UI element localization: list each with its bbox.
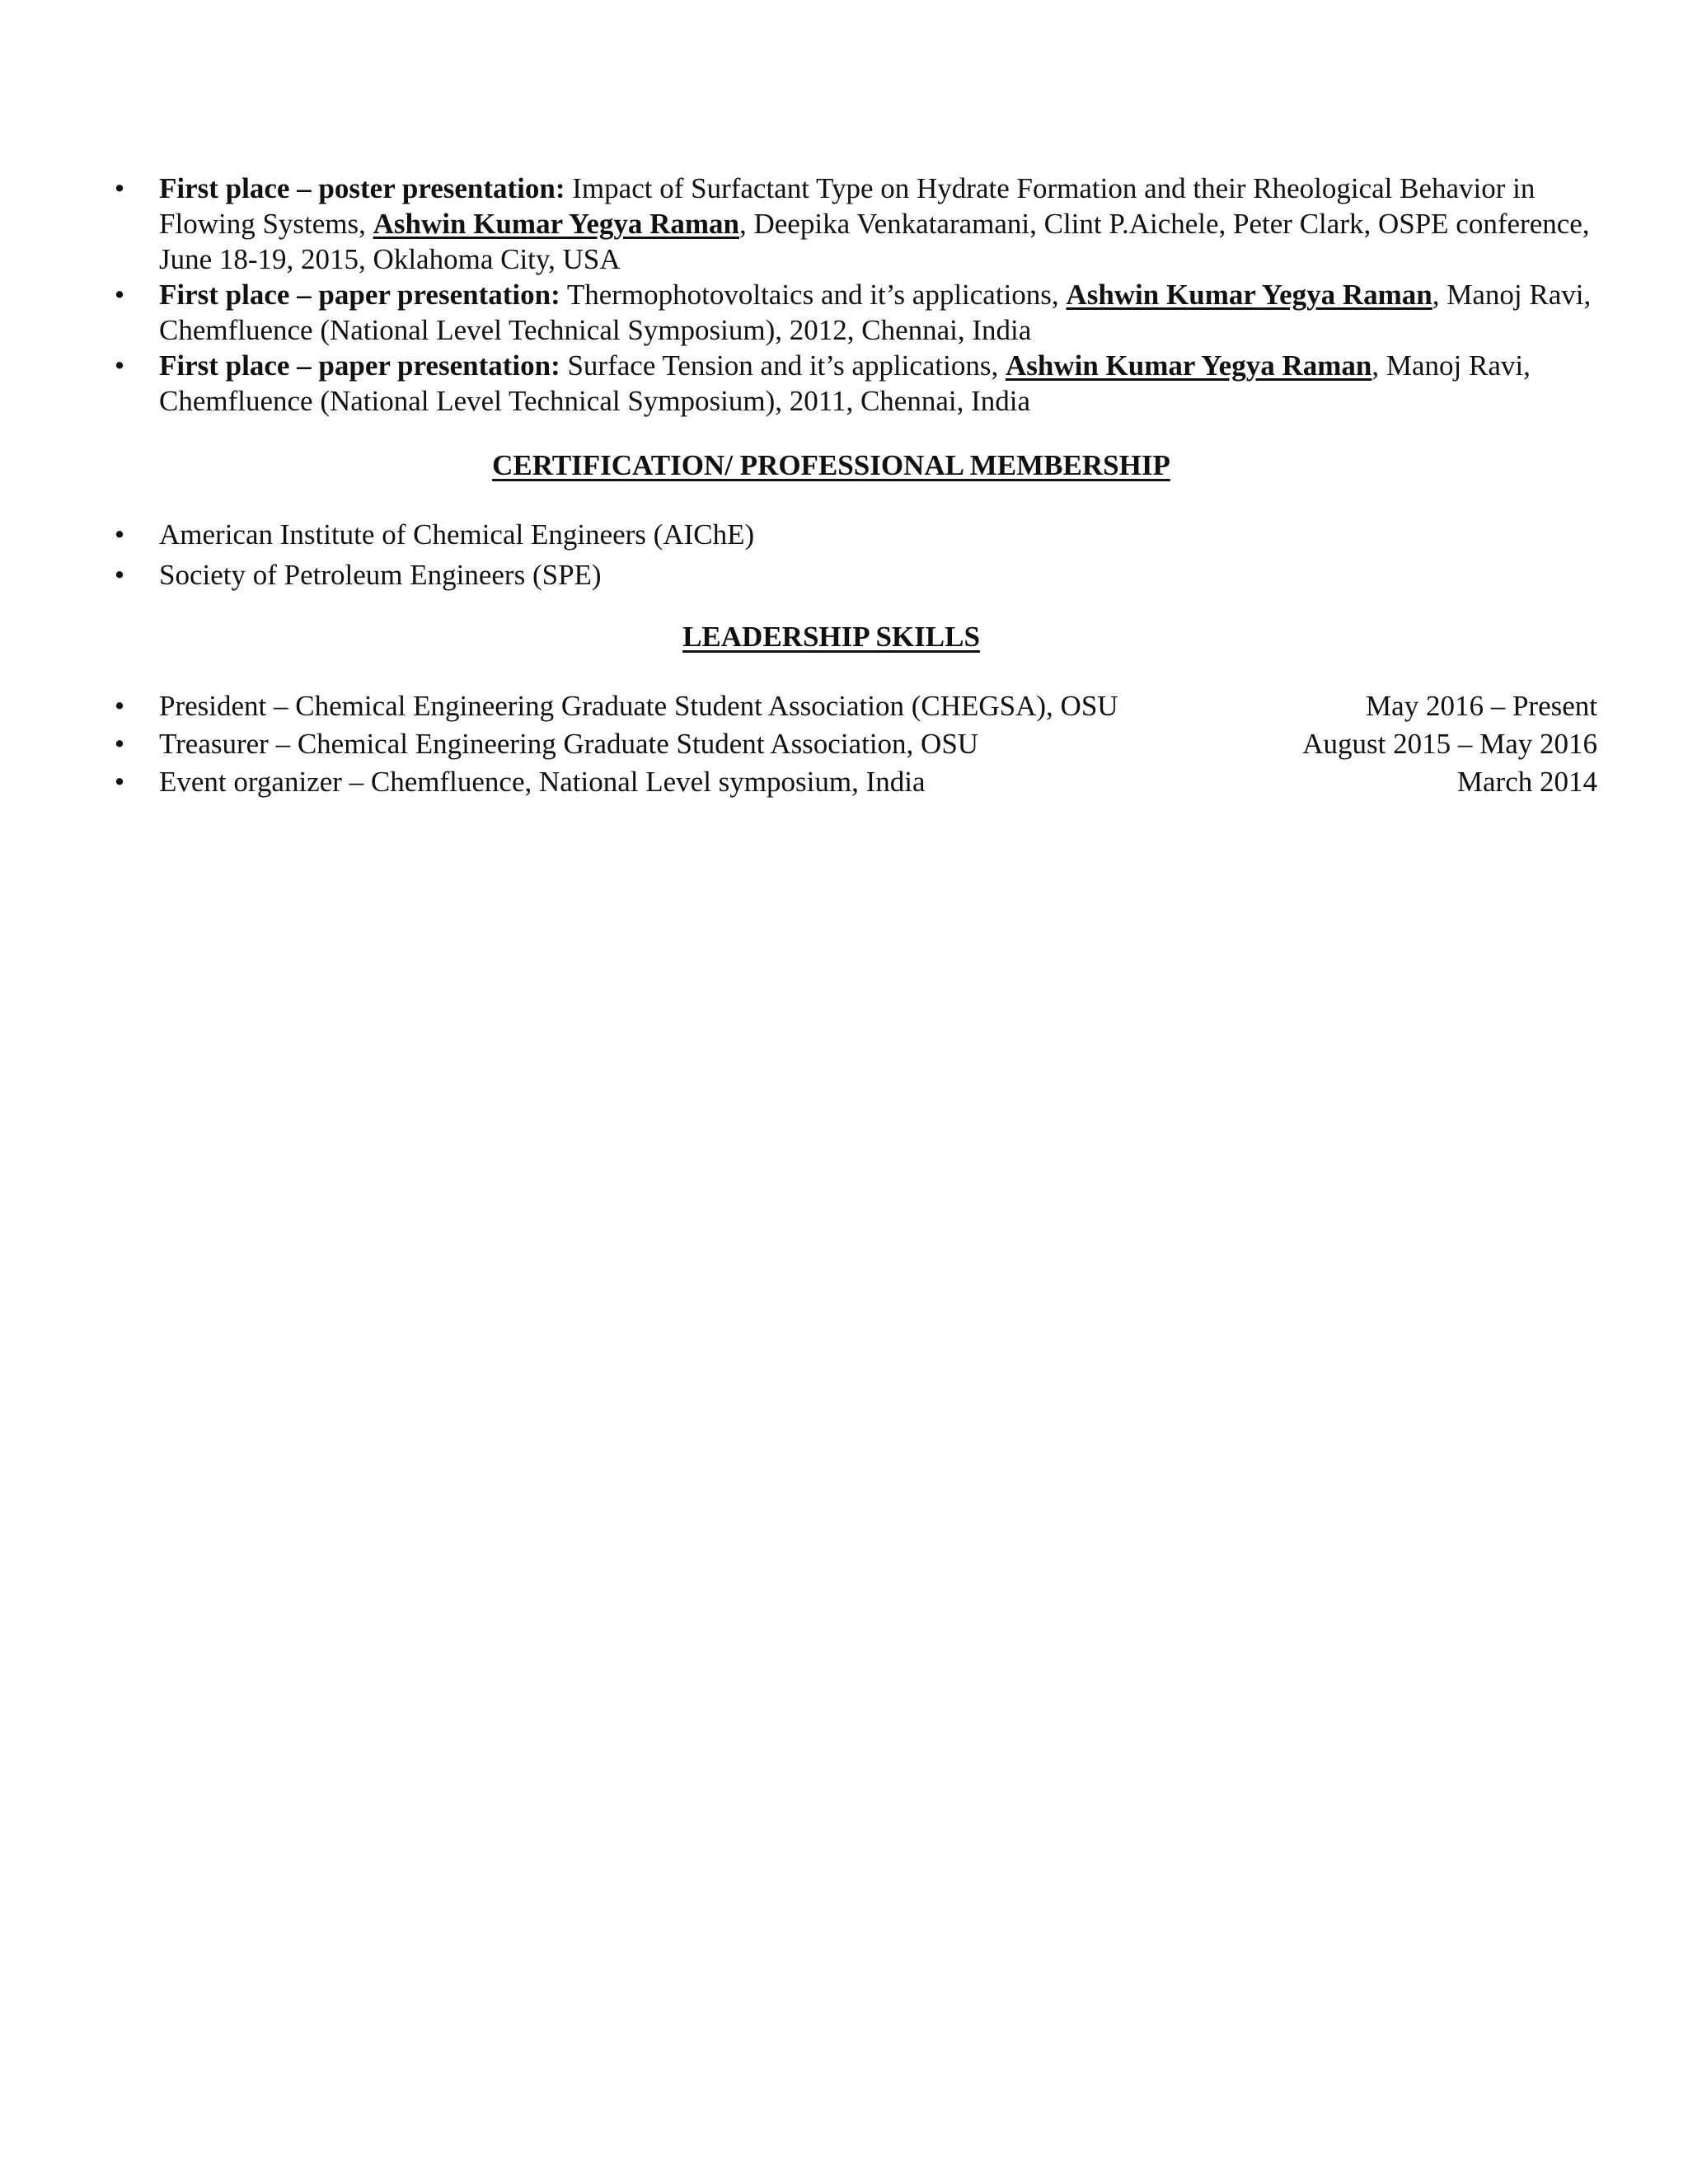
- list-item: [0, 557, 1606, 593]
- role-text: President – Chemical Engineering Graduate Student Association (CHEGSA), OSU: [159, 690, 1118, 722]
- certification-heading: CERTIFICATION/ PROFESSIONAL MEMBERSHIP: [492, 449, 1170, 481]
- award-text: Impact of Surfactant Type on Hydrate Formation and their Rheological Behavior in Flowing Systems,: [159, 172, 1536, 240]
- role-date: March 2014: [1456, 766, 1597, 798]
- award-text: , Deepika Venkataramani, Clint P.Aichele, Peter Clark, OSPE conference, June 18-19, 2015, Oklahoma City, USA: [159, 208, 1590, 275]
- bullet: •: [114, 690, 125, 722]
- role-date: May 2016 – Present: [1366, 690, 1597, 722]
- list-item: [0, 517, 1606, 552]
- role-date: August 2015 – May 2016: [1302, 728, 1597, 760]
- bullet: •: [114, 559, 125, 591]
- author-name: Ashwin Kumar Yegya Raman: [1066, 279, 1432, 311]
- award-title: First place – paper presentation:: [159, 279, 560, 311]
- award-title: First place – poster presentation:: [159, 172, 565, 204]
- list-item: [0, 726, 1688, 764]
- award-text: , Manoj Ravi, Chemfluence (National Level Technical Symposium), 2011, Chennai, India: [159, 349, 1531, 417]
- award-text: Thermophotovoltaics and it’s applications,: [560, 279, 1067, 311]
- award-item: [0, 348, 1606, 419]
- leadership-heading: LEADERSHIP SKILLS: [682, 621, 980, 653]
- membership-text: Society of Petroleum Engineers (SPE): [159, 559, 602, 591]
- award-text: Surface Tension and it’s applications,: [560, 349, 1006, 382]
- certification-list: [0, 517, 1688, 598]
- bullet: •: [114, 518, 125, 551]
- list-item: [0, 764, 1688, 802]
- leadership-list: [0, 688, 1688, 802]
- bullet: •: [114, 349, 125, 382]
- bullet: •: [114, 172, 125, 204]
- membership-text: American Institute of Chemical Engineers (AIChE): [159, 518, 755, 551]
- bullet: •: [114, 766, 125, 798]
- award-text: , Manoj Ravi, Chemfluence (National Level Technical Symposium), 2012, Chennai, India: [159, 279, 1592, 346]
- role-text: Event organizer – Chemfluence, National Level symposium, India: [159, 766, 926, 798]
- awards-list: [0, 171, 1688, 419]
- author-name: Ashwin Kumar Yegya Raman: [1005, 349, 1372, 382]
- list-item: [0, 688, 1688, 726]
- bullet: •: [114, 279, 125, 311]
- bullet: •: [114, 728, 125, 760]
- role-text: Treasurer – Chemical Engineering Graduate Student Association, OSU: [159, 728, 979, 760]
- award-item: [0, 277, 1606, 348]
- author-name: Ashwin Kumar Yegya Raman: [373, 208, 739, 240]
- award-title: First place – paper presentation:: [159, 349, 560, 382]
- award-item: [0, 171, 1606, 277]
